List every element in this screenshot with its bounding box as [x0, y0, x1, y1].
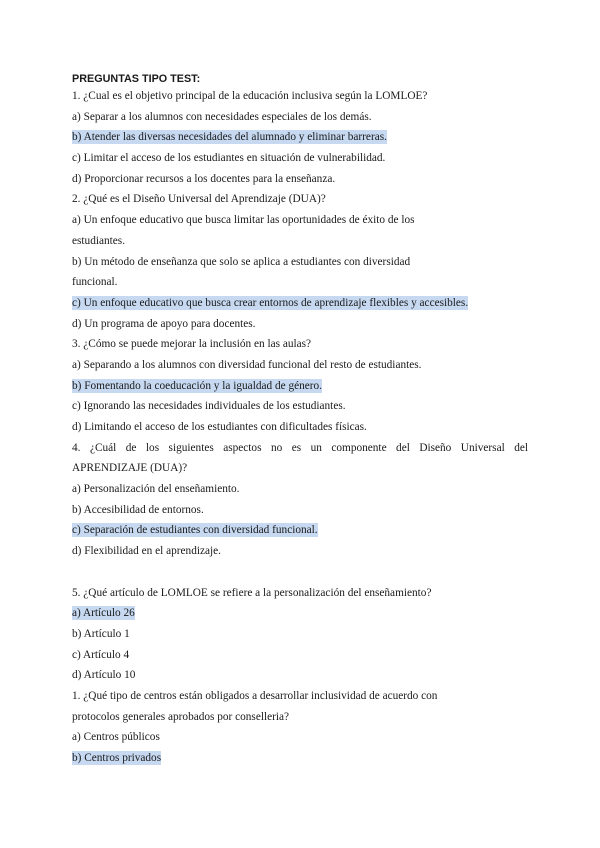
question-3-option-c: c) Ignorando las necesidades individuales de los estudiantes.: [72, 400, 346, 413]
question-2-option-a: a) Un enfoque educativo que busca limitar las oportunidades de éxito de los: [72, 214, 415, 227]
question-4-cont: APRENDIZAJE (DUA)?: [72, 462, 188, 475]
question-1-option-a: a) Separar a los alumnos con necesidades especiales de los demás.: [72, 110, 372, 123]
question-1: 1. ¿Cual es el objetivo principal de la educación inclusiva según la LOMLOE?: [72, 90, 428, 102]
question-2-option-c: [72, 293, 528, 314]
question-2: 2. ¿Qué es el Diseño Universal del Aprendizaje (DUA)?: [72, 193, 326, 206]
question-3-option-a: a) Separando a los alumnos con diversidad funcional del resto de estudiantes.: [72, 358, 422, 371]
question-6-option-b: [72, 748, 528, 769]
question-5-option-b: b) Artículo 1: [72, 627, 130, 640]
question-3-option-d: d) Limitando el acceso de los estudiantes con dificultades físicas.: [72, 421, 367, 433]
question-6: 1. ¿Qué tipo de centros están obligados a desarrollar inclusividad de acuerdo con: [72, 689, 438, 702]
blank-line: [72, 562, 528, 583]
question-1-option-c: c) Limitar el acceso de los estudiantes en situación de vulnerabilidad.: [72, 152, 386, 165]
highlighted-answer: b) Fomentando la coeducación y la igualdad de género.: [72, 379, 323, 392]
question-2-option-b: b) Un método de enseñanza que solo se aplica a estudiantes con diversidad: [72, 255, 411, 268]
highlighted-answer: b) Atender las diversas necesidades del alumnado y eliminar barreras.: [72, 131, 387, 144]
question-5: 5. ¿Qué artículo de LOMLOE se refiere a la personalización del enseñamiento?: [72, 586, 432, 599]
question-1-option-d: d) Proporcionar recursos a los docentes para la enseñanza.: [72, 172, 336, 185]
question-6-cont: protocolos generales aprobados por conselleria?: [72, 710, 290, 723]
highlighted-answer: c) Separación de estudiantes con diversidad funcional.: [72, 524, 318, 537]
question-4-option-b: b) Accesibilidad de entornos.: [72, 503, 204, 516]
question-4-option-c: [72, 520, 528, 541]
question-5-option-c: c) Artículo 4: [72, 648, 130, 661]
question-5-option-d: d) Artículo 10: [72, 669, 136, 682]
question-3: 3. ¿Cómo se puede mejorar la inclusión en las aulas?: [72, 338, 312, 351]
highlighted-answer: b) Centros privados: [72, 752, 162, 764]
highlighted-answer: c) Un enfoque educativo que busca crear entornos de aprendizaje flexibles y accesibles.: [72, 296, 469, 309]
question-2-option-b-cont: funcional.: [72, 276, 118, 289]
question-2-option-a-cont: estudiantes.: [72, 234, 126, 247]
question-2-option-d: d) Un programa de apoyo para docentes.: [72, 317, 256, 330]
question-5-option-a: [72, 603, 528, 624]
page-title: PREGUNTAS TIPO TEST:: [72, 73, 201, 85]
question-4: 4. ¿Cuál de los siguientes aspectos no es un componente del Diseño Universal del: [72, 441, 528, 454]
question-3-option-b: [72, 376, 528, 397]
highlighted-answer: a) Artículo 26: [72, 607, 135, 620]
question-4-option-d: d) Flexibilidad en el aprendizaje.: [72, 545, 221, 558]
question-6-option-a: a) Centros públicos: [72, 731, 160, 744]
question-4-option-a: a) Personalización del enseñamiento.: [72, 483, 240, 496]
question-1-option-b: [72, 127, 528, 148]
document-content: [72, 72, 528, 769]
